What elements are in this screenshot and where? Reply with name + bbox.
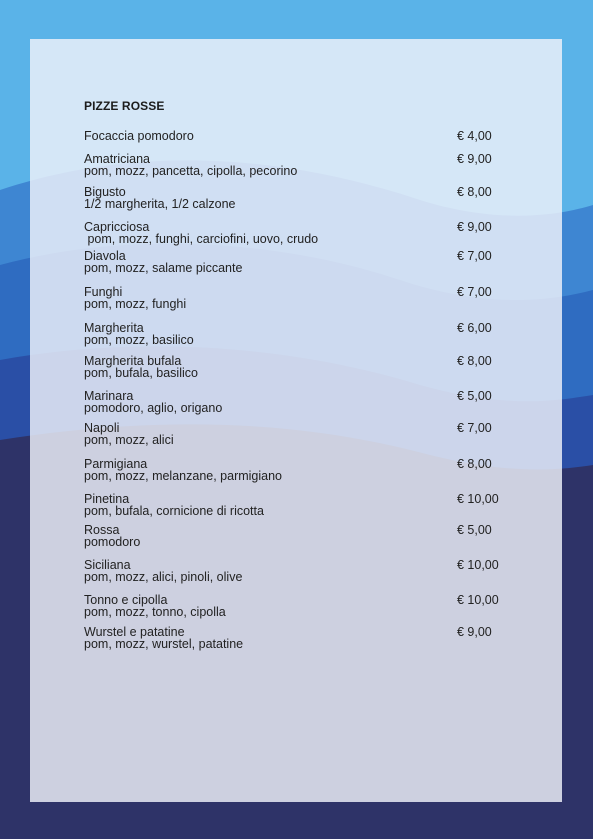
item-description: pom, mozz, wurstel, patatine (84, 636, 244, 651)
item-name: Bigusto (84, 185, 126, 199)
menu-item (84, 251, 504, 274)
item-price: € 6,00 (457, 321, 492, 335)
item-price: € 10,00 (457, 558, 499, 572)
item-description: pom, mozz, tonno, cipolla (84, 604, 226, 619)
item-price: € 10,00 (457, 492, 499, 506)
item-description: pom, bufala, basilico (84, 365, 198, 380)
menu-item (84, 423, 504, 446)
item-name: Margherita (84, 321, 144, 335)
item-price: € 8,00 (457, 354, 492, 368)
item-name: Siciliana (84, 558, 131, 572)
item-description: pom, mozz, pancetta, cipolla, pecorino (84, 163, 298, 178)
item-name: Parmigiana (84, 457, 148, 471)
item-description: pomodoro, aglio, origano (84, 400, 223, 415)
item-description: pom, bufala, cornicione di ricotta (84, 503, 264, 518)
item-description: pom, mozz, funghi (84, 296, 187, 311)
item-name: Focaccia pomodoro (84, 129, 194, 143)
item-description: pomodoro (84, 534, 141, 549)
menu-item (84, 287, 504, 310)
item-price: € 9,00 (457, 152, 492, 166)
item-name: Pinetina (84, 492, 130, 506)
item-price: € 7,00 (457, 421, 492, 435)
menu-item (84, 627, 504, 650)
menu-item (84, 323, 504, 346)
menu-item (84, 131, 504, 143)
menu-item (84, 356, 504, 379)
item-name: Amatriciana (84, 152, 150, 166)
item-description: pom, mozz, salame piccante (84, 260, 243, 275)
item-price: € 9,00 (457, 220, 492, 234)
menu-item (84, 222, 504, 245)
menu-item (84, 187, 504, 210)
item-price: € 8,00 (457, 185, 492, 199)
item-price: € 7,00 (457, 249, 492, 263)
item-price: € 8,00 (457, 457, 492, 471)
item-price: € 5,00 (457, 389, 492, 403)
menu-item (84, 494, 504, 517)
item-description: pom, mozz, basilico (84, 332, 194, 347)
item-name: Diavola (84, 249, 126, 263)
menu-item (84, 391, 504, 414)
item-price: € 5,00 (457, 523, 492, 537)
item-description: pom, mozz, funghi, carciofini, uovo, crudo (84, 231, 319, 246)
menu-item (84, 154, 504, 177)
item-name: Rossa (84, 523, 120, 537)
section-title: PIZZE ROSSE (84, 99, 165, 113)
menu-item (84, 595, 504, 618)
item-description: pom, mozz, alici (84, 432, 174, 447)
item-description: pom, mozz, alici, pinoli, olive (84, 569, 243, 584)
item-name: Capricciosa (84, 220, 150, 234)
menu-item (84, 560, 504, 583)
item-name: Margherita bufala (84, 354, 182, 368)
item-price: € 9,00 (457, 625, 492, 639)
item-description: pom, mozz, melanzane, parmigiano (84, 468, 283, 483)
item-price: € 4,00 (457, 129, 492, 143)
item-name: Napoli (84, 421, 120, 435)
item-description: 1/2 margherita, 1/2 calzone (84, 196, 236, 211)
item-price: € 7,00 (457, 285, 492, 299)
item-price: € 10,00 (457, 593, 499, 607)
item-name: Wurstel e patatine (84, 625, 185, 639)
item-name: Marinara (84, 389, 134, 403)
item-name: Funghi (84, 285, 123, 299)
menu-item (84, 525, 504, 548)
menu-item (84, 459, 504, 482)
item-name: Tonno e cipolla (84, 593, 168, 607)
